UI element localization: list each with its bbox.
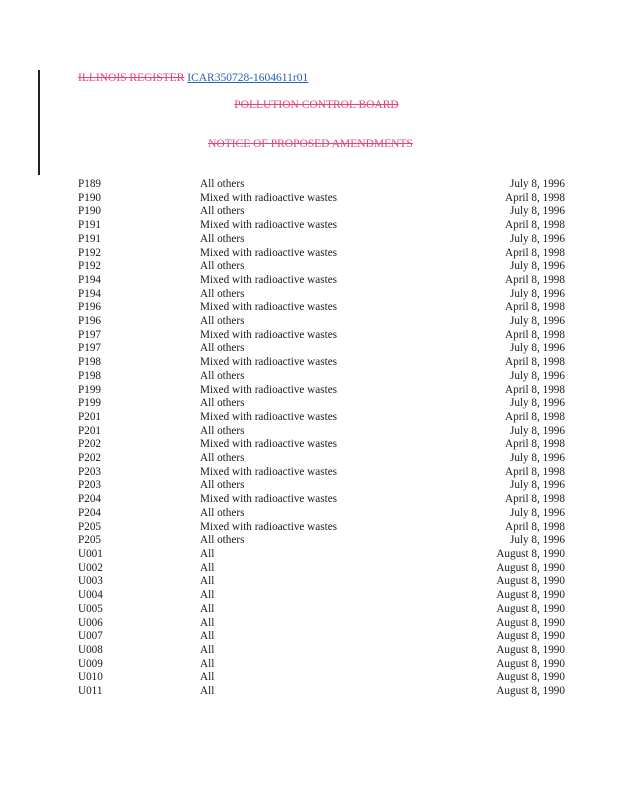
- waste-description-cell: Mixed with radioactive wastes: [200, 438, 338, 451]
- table-row: [78, 562, 565, 576]
- effective-date-cell: July 8, 1996: [509, 424, 565, 437]
- effective-date-cell: July 8, 1996: [509, 534, 565, 547]
- waste-code-cell: P204: [78, 493, 102, 506]
- effective-date-cell: April 8, 1998: [505, 301, 565, 314]
- effective-date-cell: July 8, 1996: [509, 369, 565, 382]
- waste-description-cell: Mixed with radioactive wastes: [200, 301, 338, 314]
- waste-description-cell: All others: [200, 232, 245, 245]
- waste-description-cell: All others: [200, 397, 245, 410]
- waste-code-cell: U004: [78, 589, 103, 602]
- waste-description-cell: Mixed with radioactive wastes: [200, 219, 338, 232]
- table-row: [78, 260, 565, 274]
- table-row: [78, 589, 565, 603]
- waste-code-cell: P202: [78, 438, 102, 451]
- waste-description-cell: All others: [200, 424, 245, 437]
- waste-description-cell: Mixed with radioactive wastes: [200, 246, 338, 259]
- table-row: [78, 425, 565, 439]
- waste-code-cell: P192: [78, 246, 102, 259]
- waste-code-cell: U009: [78, 657, 103, 670]
- effective-date-cell: April 8, 1998: [505, 465, 565, 478]
- effective-date-cell: August 8, 1990: [496, 561, 565, 574]
- effective-date-cell: July 8, 1996: [509, 397, 565, 410]
- waste-code-cell: P196: [78, 315, 102, 328]
- waste-description-cell: Mixed with radioactive wastes: [200, 493, 338, 506]
- effective-date-cell: August 8, 1990: [496, 657, 565, 670]
- table-row: [78, 274, 565, 288]
- effective-date-cell: August 8, 1990: [496, 602, 565, 615]
- waste-description-cell: Mixed with radioactive wastes: [200, 410, 338, 423]
- table-row: [78, 685, 565, 699]
- table-row: [78, 658, 565, 672]
- waste-code-cell: P191: [78, 219, 102, 232]
- waste-code-cell: P194: [78, 273, 102, 286]
- waste-code-cell: P203: [78, 479, 102, 492]
- board-title-struck: POLLUTION CONTROL BOARD: [234, 99, 399, 111]
- table-row: [78, 315, 565, 329]
- effective-date-cell: July 8, 1996: [509, 315, 565, 328]
- effective-date-cell: April 8, 1998: [505, 438, 565, 451]
- table-row: [78, 178, 565, 192]
- effective-date-cell: April 8, 1998: [505, 246, 565, 259]
- waste-code-cell: P205: [78, 534, 102, 547]
- table-row: [78, 288, 565, 302]
- table-row: [78, 205, 565, 219]
- waste-description-cell: All others: [200, 260, 245, 273]
- waste-description-cell: All others: [200, 534, 245, 547]
- waste-description-cell: All: [200, 602, 215, 615]
- effective-date-cell: August 8, 1990: [496, 643, 565, 656]
- waste-description-cell: Mixed with radioactive wastes: [200, 356, 338, 369]
- waste-description-cell: Mixed with radioactive wastes: [200, 465, 338, 478]
- waste-code-cell: P190: [78, 191, 102, 204]
- table-row: [78, 397, 565, 411]
- effective-date-cell: July 8, 1996: [509, 232, 565, 245]
- table-row: [78, 521, 565, 535]
- table-row: [78, 507, 565, 521]
- notice-heading: [0, 138, 621, 150]
- table-row: [78, 630, 565, 644]
- waste-description-cell: All: [200, 630, 215, 643]
- waste-code-table: [78, 178, 565, 699]
- effective-date-cell: August 8, 1990: [496, 616, 565, 629]
- waste-description-cell: All: [200, 643, 215, 656]
- waste-description-cell: All others: [200, 342, 245, 355]
- waste-description-cell: All: [200, 547, 215, 560]
- effective-date-cell: July 8, 1996: [509, 260, 565, 273]
- waste-description-cell: All: [200, 616, 215, 629]
- waste-code-cell: U007: [78, 630, 103, 643]
- waste-code-cell: U006: [78, 616, 103, 629]
- waste-description-cell: Mixed with radioactive wastes: [200, 191, 338, 204]
- document-id-link[interactable]: ICAR350728-1604611r01: [187, 72, 309, 84]
- effective-date-cell: April 8, 1998: [505, 219, 565, 232]
- table-row: [78, 479, 565, 493]
- waste-code-cell: P189: [78, 178, 102, 190]
- table-row: [78, 466, 565, 480]
- effective-date-cell: April 8, 1998: [505, 356, 565, 369]
- effective-date-cell: April 8, 1998: [505, 493, 565, 506]
- waste-description-cell: All others: [200, 205, 245, 218]
- register-header: [78, 72, 308, 84]
- effective-date-cell: April 8, 1998: [505, 191, 565, 204]
- effective-date-cell: April 8, 1998: [505, 273, 565, 286]
- table-row: [78, 219, 565, 233]
- table-row: [78, 603, 565, 617]
- table-row: [78, 644, 565, 658]
- waste-description-cell: All: [200, 657, 215, 670]
- waste-code-cell: P190: [78, 205, 102, 218]
- waste-description-cell: All: [200, 589, 215, 602]
- waste-code-cell: P204: [78, 506, 102, 519]
- waste-code-cell: U002: [78, 561, 103, 574]
- table-row: [78, 534, 565, 548]
- waste-code-cell: P198: [78, 356, 102, 369]
- waste-description-cell: All: [200, 575, 215, 588]
- waste-description-cell: Mixed with radioactive wastes: [200, 328, 338, 341]
- effective-date-cell: August 8, 1990: [496, 547, 565, 560]
- waste-description-cell: Mixed with radioactive wastes: [200, 383, 338, 396]
- table-row: [78, 438, 565, 452]
- waste-code-cell: P201: [78, 410, 102, 423]
- table-row: [78, 575, 565, 589]
- waste-description-cell: Mixed with radioactive wastes: [200, 520, 338, 533]
- waste-code-cell: P205: [78, 520, 102, 533]
- effective-date-cell: April 8, 1998: [505, 328, 565, 341]
- waste-description-cell: Mixed with radioactive wastes: [200, 273, 338, 286]
- waste-description-cell: All others: [200, 315, 245, 328]
- waste-code-cell: U011: [78, 685, 103, 698]
- effective-date-cell: August 8, 1990: [496, 575, 565, 588]
- effective-date-cell: July 8, 1996: [509, 452, 565, 465]
- waste-description-cell: All others: [200, 178, 245, 190]
- board-heading: [6, 99, 621, 111]
- effective-date-cell: April 8, 1998: [505, 383, 565, 396]
- table-row: [78, 493, 565, 507]
- waste-code-cell: U008: [78, 643, 103, 656]
- table-row: [78, 617, 565, 631]
- waste-code-cell: P197: [78, 342, 102, 355]
- table-row: [78, 301, 565, 315]
- effective-date-cell: April 8, 1998: [505, 410, 565, 423]
- table-row: [78, 192, 565, 206]
- table-row: [78, 329, 565, 343]
- waste-code-cell: P192: [78, 260, 102, 273]
- effective-date-cell: April 8, 1998: [505, 520, 565, 533]
- waste-description-cell: All: [200, 685, 215, 698]
- table-row: [78, 671, 565, 685]
- waste-code-cell: P194: [78, 287, 102, 300]
- waste-code-cell: P196: [78, 301, 102, 314]
- register-title-struck: ILLINOIS REGISTER: [78, 72, 185, 84]
- effective-date-cell: August 8, 1990: [496, 630, 565, 643]
- table-row: [78, 452, 565, 466]
- waste-code-cell: U010: [78, 671, 103, 684]
- effective-date-cell: July 8, 1996: [509, 506, 565, 519]
- effective-date-cell: July 8, 1996: [509, 287, 565, 300]
- waste-code-cell: P198: [78, 369, 102, 382]
- effective-date-cell: July 8, 1996: [509, 205, 565, 218]
- table-row: [78, 247, 565, 261]
- effective-date-cell: August 8, 1990: [496, 671, 565, 684]
- waste-code-cell: P201: [78, 424, 102, 437]
- waste-description-cell: All others: [200, 452, 245, 465]
- waste-description-cell: All: [200, 671, 215, 684]
- waste-description-cell: All others: [200, 479, 245, 492]
- waste-code-table-body: [78, 178, 565, 699]
- effective-date-cell: July 8, 1996: [509, 342, 565, 355]
- table-row: [78, 548, 565, 562]
- notice-title-struck: NOTICE OF PROPOSED AMENDMENTS: [208, 138, 413, 150]
- waste-description-cell: All others: [200, 506, 245, 519]
- waste-code-cell: P202: [78, 452, 102, 465]
- table-row: [78, 411, 565, 425]
- effective-date-cell: August 8, 1990: [496, 685, 565, 698]
- waste-code-cell: U005: [78, 602, 103, 615]
- waste-code-cell: U003: [78, 575, 103, 588]
- waste-code-cell: U001: [78, 547, 103, 560]
- table-row: [78, 370, 565, 384]
- waste-code-cell: P199: [78, 397, 102, 410]
- table-row: [78, 384, 565, 398]
- table-row: [78, 356, 565, 370]
- table-row: [78, 342, 565, 356]
- table-row: [78, 233, 565, 247]
- waste-code-cell: P203: [78, 465, 102, 478]
- effective-date-cell: July 8, 1996: [509, 178, 565, 190]
- waste-code-cell: P199: [78, 383, 102, 396]
- effective-date-cell: July 8, 1996: [509, 479, 565, 492]
- waste-description-cell: All: [200, 561, 215, 574]
- revision-change-bar: [38, 70, 40, 175]
- waste-description-cell: All others: [200, 369, 245, 382]
- effective-date-cell: August 8, 1990: [496, 589, 565, 602]
- waste-description-cell: All others: [200, 287, 245, 300]
- waste-code-cell: P197: [78, 328, 102, 341]
- waste-code-cell: P191: [78, 232, 102, 245]
